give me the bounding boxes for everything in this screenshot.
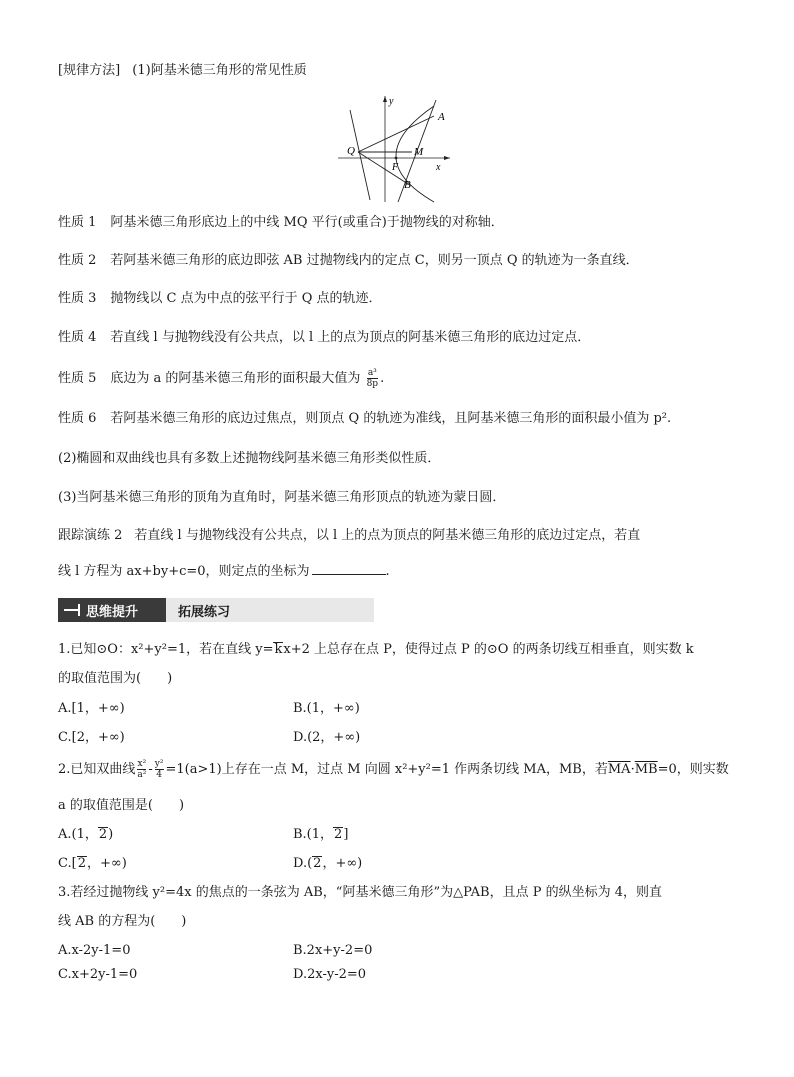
q1-option-a[interactable]: A.[1，+∞) bbox=[58, 701, 125, 716]
banner-icon-bar bbox=[78, 604, 80, 616]
method-tag: [规律方法] bbox=[58, 63, 121, 78]
q2-option-d[interactable]: D.(2，+∞) bbox=[293, 856, 363, 871]
q2-stem-line-1: 2.已知双曲线 $\frac{\text{x²}}{\text{a²}}$ - $\frac{\text{y²}}{4}$ =1(a>1)上存在一点 M，过点 M 向圆 x²+y²=1 作两条切线 MA，MB，若$\overline{MA}\cdot\overline{MB}=0$，则实数 bbox=[58, 759, 729, 780]
label-A: A bbox=[438, 111, 445, 123]
fraction-x2-a2: $\frac{\text{x²}}{\text{a²}}$ bbox=[137, 759, 147, 780]
fraction-y2-4: $\frac{\text{y²}}{4}$ bbox=[154, 759, 164, 780]
q3-stem-line-2: 线 AB 的方程为( ) bbox=[58, 914, 187, 929]
banner-icon-bar bbox=[64, 609, 78, 611]
property-3: 性质 3 抛物线以 C 点为中点的弦平行于 Q 点的轨迹． bbox=[58, 291, 382, 306]
note-2: (2)椭圆和双曲线也具有多数上述抛物线阿基米德三角形类似性质． bbox=[58, 451, 441, 466]
area-max-fraction: $\frac{\text{a³}}{8p}$ bbox=[366, 368, 379, 389]
vector-MB: $\overline{MB}$ bbox=[634, 762, 658, 777]
q2-stem-line-2: a 的取值范围是( ) bbox=[58, 798, 185, 813]
exercise-label: 跟踪演练 2 bbox=[58, 528, 123, 543]
property-2: 性质 2 若阿基米德三角形的底边即弦 AB 过抛物线内的定点 C，则另一顶点 Q 的轨迹为一条直线． bbox=[58, 253, 639, 268]
y-axis-arrow bbox=[383, 96, 387, 102]
label-Q: Q bbox=[347, 145, 355, 157]
q1-option-b[interactable]: B.(1，+∞) bbox=[293, 701, 360, 716]
q2-option-a[interactable]: A.(1，2) bbox=[58, 827, 114, 842]
q3-option-b[interactable]: B.2x+y-2=0 bbox=[293, 943, 373, 958]
property-5: 性质 5 底边为 a 的阿基米德三角形的面积最大值为 $\frac{\text{a³}}{8p}$ . bbox=[58, 368, 385, 389]
vector-MA: $\overline{MA}$ bbox=[607, 762, 631, 777]
label-M: M bbox=[414, 146, 424, 158]
exercise-line-1: 跟踪演练 2 若直线 l 与抛物线没有公共点，以 l 上的点为顶点的阿基米德三角形的底边过定点，若直 bbox=[58, 528, 641, 543]
q1-option-d[interactable]: D.(2，+∞) bbox=[293, 730, 361, 745]
banner-dark-block bbox=[58, 598, 166, 622]
focus-point bbox=[395, 157, 398, 160]
q3-option-c[interactable]: C.x+2y-1=0 bbox=[58, 967, 138, 982]
q2-option-b[interactable]: B.(1，2] bbox=[293, 827, 349, 842]
sqrt-k: k bbox=[274, 642, 283, 657]
archimedes-triangle-figure bbox=[338, 92, 456, 204]
property-1: 性质 1 阿基米德三角形底边上的中线 MQ 平行(或重合)于抛物线的对称轴． bbox=[58, 215, 504, 230]
q3-stem-line-1: 3.若经过抛物线 y²=4x 的焦点的一条弦为 AB，“阿基米德三角形”为△PAB，且点 P 的纵坐标为 4，则直 bbox=[58, 885, 662, 900]
property-4: 性质 4 若直线 l 与抛物线没有公共点，以 l 上的点为顶点的阿基米德三角形的底边过定点． bbox=[58, 330, 591, 345]
method-header bbox=[58, 62, 307, 80]
q3-option-d[interactable]: D.2x-y-2=0 bbox=[293, 967, 367, 982]
label-y: y bbox=[389, 96, 394, 107]
answer-blank[interactable] bbox=[312, 562, 386, 575]
label-B: B bbox=[404, 179, 411, 191]
q1-stem-line-1: 1.已知⊙O：x²+y²=1，若在直线 y=kx+2 上总存在点 P，使得过点 P 的⊙O 的两条切线互相垂直，则实数 k bbox=[58, 642, 694, 657]
banner-label-right: 拓展练习 bbox=[178, 605, 231, 620]
method-title: (1)阿基米德三角形的常见性质 bbox=[132, 63, 307, 78]
banner-label-left: 思维提升 bbox=[86, 605, 139, 620]
note-3: (3)当阿基米德三角形的顶角为直角时，阿基米德三角形顶点的轨迹为蒙日圆． bbox=[58, 490, 506, 505]
x-axis-arrow bbox=[444, 156, 450, 160]
q3-option-a[interactable]: A.x-2y-1=0 bbox=[58, 943, 131, 958]
label-x: x bbox=[436, 162, 441, 173]
q1-stem-line-2: 的取值范围为( ) bbox=[58, 671, 173, 686]
label-F: F bbox=[392, 162, 399, 173]
exercise-line-2: 线 l 方程为 ax+by+c=0，则定点的坐标为 . bbox=[58, 564, 390, 579]
property-6: 性质 6 若阿基米德三角形的底边过焦点，则顶点 Q 的轨迹为准线，且阿基米德三角形的面积最小值为 p². bbox=[58, 411, 672, 426]
q1-option-c[interactable]: C.[2，+∞) bbox=[58, 730, 125, 745]
q2-option-c[interactable]: C.[2，+∞) bbox=[58, 856, 127, 871]
section-banner bbox=[58, 598, 374, 622]
